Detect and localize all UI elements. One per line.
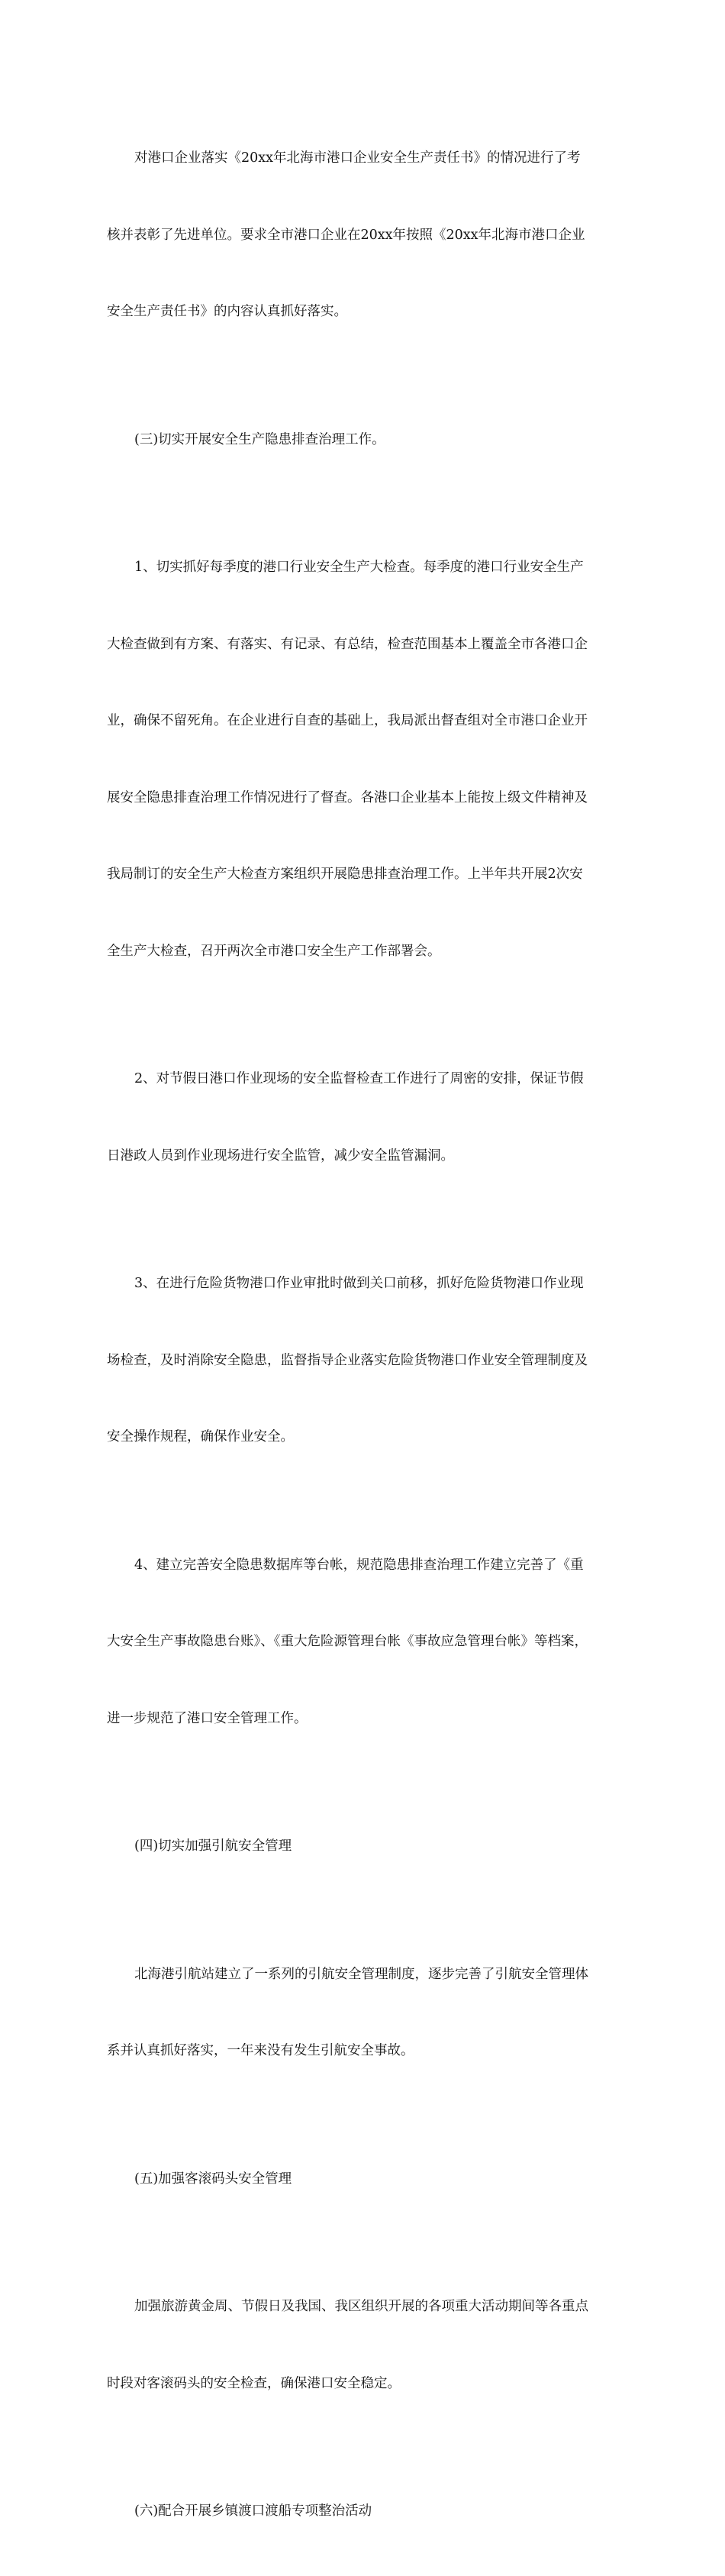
heading-line: (四)切实加强引航安全管理 — [134, 1838, 292, 1854]
paragraph-pilotage — [107, 1911, 633, 2116]
text-line: 业，确保不留死角。在企业进行自查的基础上，我局派出督查组对全市港口企业开 — [107, 713, 588, 728]
text-line: 4、建立完善安全隐患数据库等台帐，规范隐患排查治理工作建立完善了《重 — [134, 1557, 584, 1573]
text-line: 核并表彰了先进单位。要求全市港口企业在20xx年按照《20xx年北海市港口企业 — [107, 227, 585, 243]
text-line: 展安全隐患排查治理工作情况进行了督查。各港口企业基本上能按上级文件精神及 — [107, 789, 588, 805]
text-line: 全生产大检查，召开两次全市港口安全生产工作部署会。 — [107, 943, 441, 959]
text-line: 场检查，及时消除安全隐患，监督指导企业落实危险货物港口作业安全管理制度及 — [107, 1352, 588, 1368]
text-line: 进一步规范了港口安全管理工作。 — [107, 1710, 308, 1726]
heading-line: (三)切实开展安全生产隐患排查治理工作。 — [134, 431, 385, 447]
document-body — [107, 95, 633, 2576]
text-line: 大检查做到有方案、有落实、有记录、有总结，检查范围基本上覆盖全市各港口企 — [107, 636, 588, 652]
section-heading-3 — [107, 376, 633, 505]
text-line: 对港口企业落实《20xx年北海市港口企业安全生产责任书》的情况进行了考 — [134, 150, 581, 166]
section-heading-6 — [107, 2448, 633, 2576]
text-line: 安全生产责任书》的内容认真抓好落实。 — [107, 304, 347, 319]
text-line: 日港政人员到作业现场进行安全监管，减少安全监管漏洞。 — [107, 1148, 454, 1164]
paragraph-item-2 — [107, 1015, 633, 1220]
paragraph-item-1 — [107, 504, 633, 1015]
text-line: 2、对节假日港口作业现场的安全监督检查工作进行了周密的安排，保证节假 — [134, 1071, 584, 1086]
paragraph-item-3 — [107, 1220, 633, 1502]
text-line: 系并认真抓好落实，一年来没有发生引航安全事故。 — [107, 2043, 414, 2058]
heading-line: (五)加强客滚码头安全管理 — [134, 2171, 292, 2187]
text-line: 安全操作规程，确保作业安全。 — [107, 1429, 294, 1445]
text-line: 我局制订的安全生产大检查方案组织开展隐患排查治理工作。上半年共开展2次安 — [107, 867, 583, 882]
text-line: 加强旅游黄金周、节假日及我国、我区组织开展的各项重大活动期间等各重点 — [134, 2299, 588, 2314]
text-line: 1、切实抓好每季度的港口行业安全生产大检查。每季度的港口行业安全生产 — [134, 560, 584, 575]
text-line: 3、在进行危险货物港口作业审批时做到关口前移，抓好危险货物港口作业现 — [134, 1276, 584, 1291]
section-heading-5 — [107, 2116, 633, 2244]
heading-line: (六)配合开展乡镇渡口渡船专项整治活动 — [134, 2503, 372, 2519]
text-line: 时段对客滚码头的安全检查，确保港口安全稳定。 — [107, 2375, 401, 2391]
paragraph-port-responsibility — [107, 95, 633, 376]
section-heading-4 — [107, 1783, 633, 1911]
paragraph-ro-ro-terminal — [107, 2243, 633, 2448]
paragraph-item-4 — [107, 1502, 633, 1784]
text-line: 北海港引航站建立了一系列的引航安全管理制度，逐步完善了引航安全管理体 — [134, 1966, 588, 1982]
text-line: 大安全生产事故隐患台账》、《重大危险源管理台帐《事故应急管理台帐》等档案， — [107, 1634, 588, 1649]
